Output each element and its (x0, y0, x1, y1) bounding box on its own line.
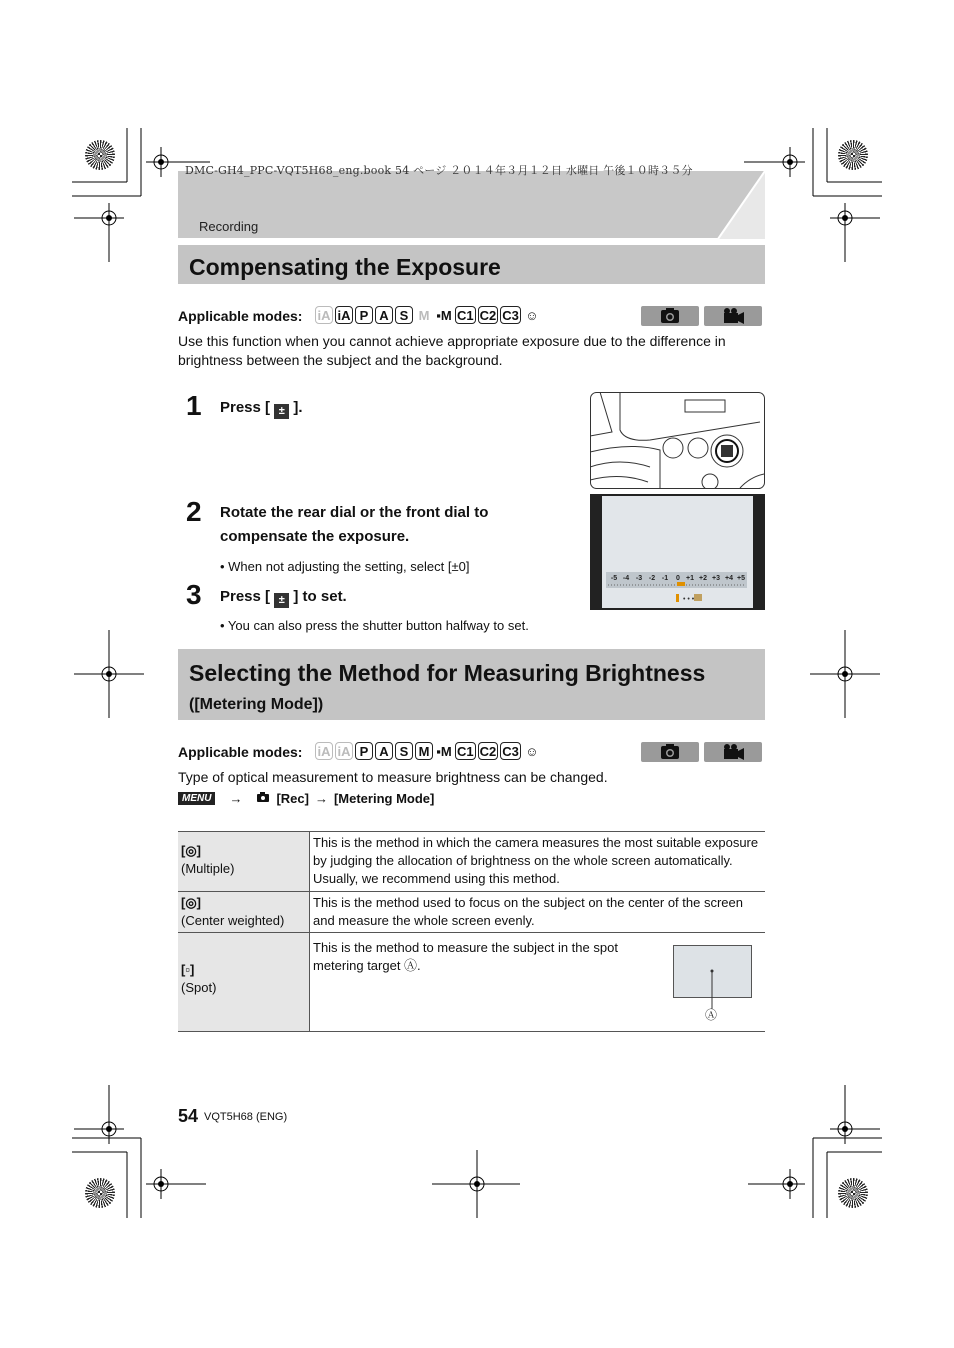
multiple-metering-icon: [◎] (181, 843, 202, 858)
table-row (178, 933, 765, 1032)
scale-label: -2 (648, 575, 656, 582)
mode-a-icon: A (375, 742, 393, 760)
mode-m-icon: M (415, 742, 433, 760)
mode-icons (315, 306, 541, 324)
page-number: 54 (178, 1106, 199, 1126)
exposure-key-icon: ± (274, 593, 289, 608)
table-cell-mode (178, 832, 310, 892)
scale-label: +1 (686, 575, 694, 582)
menu-arrow: → (314, 791, 328, 806)
step-text-post: ] to set. (293, 588, 347, 605)
mode-c1-icon: C1 (457, 743, 474, 759)
photo-mode-icon (641, 306, 699, 326)
scale-label: -5 (610, 575, 618, 582)
print-imprint: DMC-GH4_PPC-VQT5H68_eng.book 54 ページ ２０１４年３月１２日 水曜日 午後１０時３５分 (185, 164, 693, 177)
step-text (220, 585, 347, 609)
section-title: Selecting the Method for Measuring Brightness (189, 660, 706, 686)
table-cell-desc: This is the method in which the camera measures the most suitable exposure by judging the allocation of brightness on the whole screen automatically. Usually, we recommend using this method. (310, 832, 766, 892)
table-row (178, 892, 765, 933)
exposure-screen-illustration (590, 494, 765, 610)
scale-label: +5 (737, 575, 745, 582)
mode-ia-icon: iA (315, 306, 333, 324)
step-number: 1 (186, 390, 202, 421)
mode-scn-icon: ☺ (525, 307, 539, 323)
photo-mode-icon (641, 742, 699, 762)
table-cell-mode (178, 892, 310, 933)
title-bar (178, 649, 765, 720)
title-bar (178, 245, 765, 284)
camera-back-illustration (590, 392, 765, 489)
scale-label: +3 (712, 575, 720, 582)
svg-text:• • •: • • • (683, 596, 695, 603)
mode-p-icon: P (355, 742, 373, 760)
step-text-post: ]. (293, 399, 303, 416)
table-cell-desc: This is the method used to focus on the subject on the center of the screen and measure the whole screen evenly. (310, 892, 766, 933)
section-title: Compensating the Exposure (189, 254, 501, 280)
step-text-pre: Press [ (220, 399, 271, 416)
menu-path (178, 791, 434, 806)
intro-paragraph: Type of optical measurement to measure brightness can be changed. (178, 769, 608, 785)
step-text-line: Rotate the rear dial or the front dial to (220, 504, 489, 521)
mode-c3-icon: C3 (502, 743, 519, 759)
step-text-pre: Press [ (220, 588, 271, 605)
mode-c3-icon: C3 (502, 307, 519, 323)
mode-c2-icon: C2 (479, 307, 497, 323)
mode-a-icon: A (375, 306, 393, 324)
step-number: 2 (186, 496, 202, 527)
center-weighted-icon: [◎] (181, 895, 202, 910)
header-band (178, 171, 765, 241)
menu-arrow: → (229, 791, 243, 806)
scale-label: -3 (635, 575, 643, 582)
scale-label: -4 (622, 575, 630, 582)
mode-icons (315, 742, 541, 760)
scale-label: +2 (699, 575, 707, 582)
document-code: VQT5H68 (ENG) (204, 1111, 288, 1123)
spot-callout: Ⓐ (705, 1008, 718, 1022)
mode-ia-plus-icon: iA (335, 742, 353, 760)
mode-s-icon: S (395, 742, 413, 760)
step-text (220, 396, 303, 420)
mode-name: (Spot) (181, 980, 217, 995)
step-text (220, 501, 488, 549)
section-label: Recording (199, 219, 259, 234)
mode-hm-icon: ▪M (436, 307, 452, 323)
exposure-key-icon: ± (274, 404, 289, 419)
video-mode-icon (704, 306, 762, 326)
intro-paragraph: Use this function when you cannot achieve appropriate exposure due to the difference in brightness between the subject and the background. (178, 333, 726, 368)
spot-description: This is the method to measure the subject in the spot metering target Ⓐ. (313, 940, 618, 973)
table-cell-desc (310, 933, 766, 1032)
mode-m-icon: M (418, 307, 430, 323)
step-note: • When not adjusting the setting, select [±0] (220, 559, 470, 574)
applicable-modes-label: Applicable modes: (178, 744, 303, 760)
video-mode-icon (704, 742, 762, 762)
mode-name: (Center weighted) (181, 913, 285, 928)
mode-p-icon: P (355, 306, 373, 324)
mode-c2-icon: C2 (479, 743, 497, 759)
menu-key-icon: MENU (178, 792, 215, 805)
menu-rec: [Rec] (276, 791, 309, 806)
mode-hm-icon: ▪M (436, 743, 452, 759)
camera-icon (256, 791, 270, 806)
mode-c1-icon: C1 (457, 307, 474, 323)
step-text-line: compensate the exposure. (220, 528, 410, 545)
mode-ia-plus-icon: iA (335, 306, 353, 324)
table-row (178, 832, 765, 892)
step-note: • You can also press the shutter button halfway to set. (220, 618, 529, 633)
mode-s-icon: S (395, 306, 413, 324)
scale-label: 0 (676, 575, 680, 582)
scale-label: -1 (661, 575, 669, 582)
scale-label: +4 (725, 575, 733, 582)
mode-name: (Multiple) (181, 861, 235, 876)
step-number: 3 (186, 579, 202, 610)
applicable-modes-label: Applicable modes: (178, 308, 303, 324)
table-cell-mode (178, 933, 310, 1032)
metering-mode-table (178, 831, 765, 1032)
spot-metering-icon: [▫] (181, 962, 195, 977)
section-subtitle: ([Metering Mode]) (189, 696, 324, 713)
mode-scn-icon: ☺ (525, 743, 539, 759)
mode-ia-icon: iA (315, 742, 333, 760)
menu-item: [Metering Mode] (333, 791, 435, 806)
